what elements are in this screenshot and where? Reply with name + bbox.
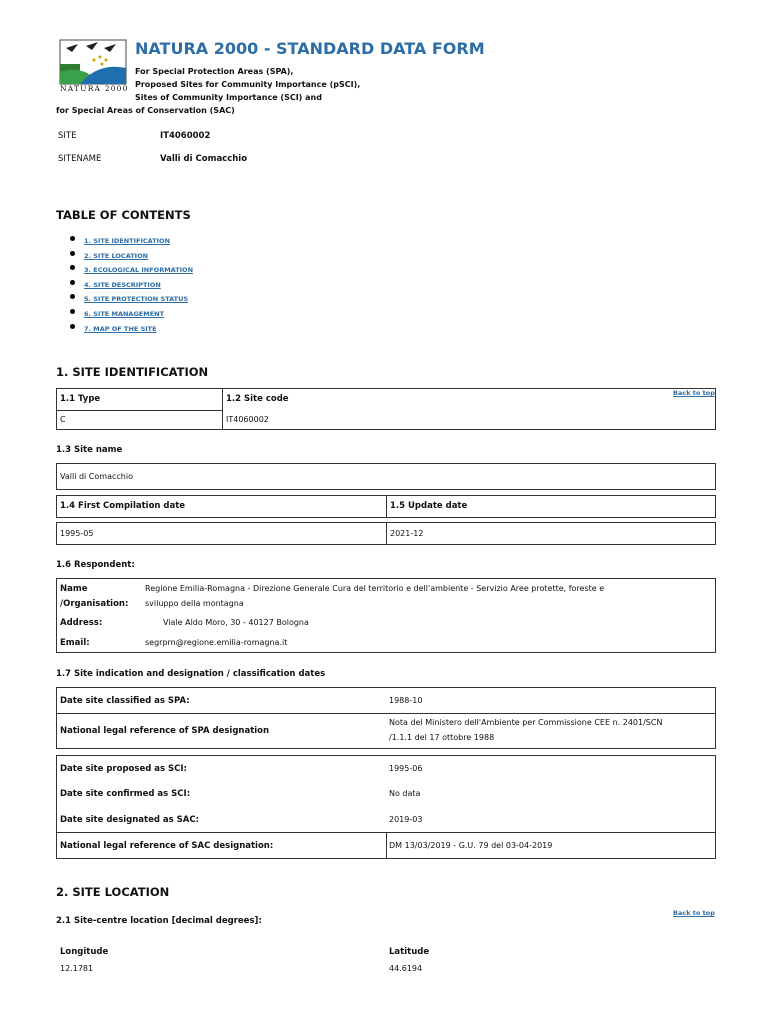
sci-confirmed-label: Date site confirmed as SCI:	[60, 789, 191, 799]
subtitle-line-2: Proposed Sites for Community Importance (pSCI),	[135, 80, 361, 89]
subtitle-line-4: for Special Areas of Conservation (SAC)	[56, 106, 235, 115]
email-label: Email:	[60, 638, 90, 648]
site-name-box	[56, 463, 716, 490]
sitename-value: Valli di Comacchio	[160, 154, 248, 164]
bullet-icon	[70, 294, 75, 299]
toc-link-site-identification[interactable]: 1. SITE IDENTIFICATION	[84, 237, 171, 245]
site-name-value: Valli di Comacchio	[60, 472, 133, 481]
bullet-icon	[70, 280, 75, 285]
toc-link-map-of-the-site[interactable]: 7. MAP OF THE SITE	[84, 324, 157, 333]
sci-proposed-value: 1995-06	[389, 764, 423, 773]
form-title: NATURA 2000 - STANDARD DATA FORM	[135, 39, 485, 58]
toc-link-site-protection-status[interactable]: 5. SITE PROTECTION STATUS	[84, 295, 189, 304]
update-value: 2021-12	[390, 529, 424, 538]
type-label: 1.1 Type	[60, 394, 101, 404]
address-label: Address:	[60, 618, 103, 628]
spa-ref-label: National legal reference of SPA designation	[60, 726, 270, 736]
code-value: IT4060002	[226, 415, 269, 424]
site-value: IT4060002	[160, 131, 211, 141]
sac-ref-label: National legal reference of SAC designation:	[60, 841, 274, 851]
sac-designated-label: Date site designated as SAC:	[60, 815, 199, 825]
site-centre-label: 2.1 Site-centre location [decimal degrees]:	[56, 916, 262, 926]
subtitle-line-1: For Special Protection Areas (SPA),	[135, 67, 294, 76]
name-org-label-2: /Organisation:	[60, 599, 129, 609]
subtitle-line-3: Sites of Community Importance (SCI) and	[135, 93, 322, 102]
latitude-value: 44.6194	[389, 964, 423, 973]
respondent-label: 1.6 Respondent:	[56, 560, 135, 570]
spa-classified-label: Date site classified as SPA:	[60, 696, 190, 706]
name-org-value-1: Regione Emilia-Romagna - Direzione Generale Cura del territorio e dell'ambiente - Servizio Aree protette, foreste e	[145, 584, 605, 593]
update-label: 1.5 Update date	[390, 501, 468, 511]
toc-link-site-management[interactable]: 6. SITE MANAGEMENT	[84, 309, 165, 318]
section1-title: 1. SITE IDENTIFICATION	[56, 365, 209, 379]
section2-title: 2. SITE LOCATION	[56, 885, 170, 899]
name-org-label-1: Name	[60, 584, 88, 594]
name-org-value-2: sviluppo della montagna	[145, 599, 244, 608]
toc-title: TABLE OF CONTENTS	[56, 208, 191, 222]
sac-ref-value: DM 13/03/2019 - G.U. 79 del 03-04-2019	[389, 841, 553, 850]
toc-link-ecological-information[interactable]: 3. ECOLOGICAL INFORMATION	[84, 266, 194, 275]
bullet-icon	[70, 324, 75, 329]
site-name-label: 1.3 Site name	[56, 445, 123, 455]
first-compilation-label: 1.4 First Compilation date	[60, 501, 186, 511]
spa-ref-value-1: Nota del Ministero dell'Ambiente per Commissione CEE n. 2401/SCN	[389, 718, 663, 727]
sitename-label: SITENAME	[58, 154, 102, 164]
address-value: Viale Aldo Moro, 30 - 40127 Bologna	[163, 618, 309, 627]
longitude-value: 12.1781	[60, 964, 94, 973]
type-code-table	[56, 388, 716, 430]
designation-label: 1.7 Site indication and designation / classification dates	[56, 669, 326, 679]
toc-link-site-description[interactable]: 4. SITE DESCRIPTION	[84, 280, 161, 289]
bullet-icon	[70, 309, 75, 314]
sci-proposed-label: Date site proposed as SCI:	[60, 764, 187, 774]
bullet-icon	[70, 236, 75, 241]
code-label: 1.2 Site code	[226, 394, 289, 404]
site-label: SITE	[58, 131, 77, 141]
sci-confirmed-value: No data	[389, 789, 421, 798]
back-to-top-link[interactable]: Back to top	[673, 389, 715, 397]
toc-link-site-location[interactable]: 2. SITE LOCATION	[84, 251, 149, 260]
bullet-icon	[70, 265, 75, 270]
back-to-top-link[interactable]: Back to top	[673, 909, 715, 917]
latitude-label: Latitude	[389, 947, 430, 957]
email-value: segrprn@regione.emilia-romagna.it	[145, 638, 288, 647]
spa-ref-value-2: /1.1.1 del 17 ottobre 1988	[389, 733, 495, 742]
type-value: C	[60, 415, 66, 424]
logo-caption: NATURA 2000	[60, 84, 129, 93]
bullet-icon	[70, 251, 75, 256]
first-compilation-value: 1995-05	[60, 529, 94, 538]
longitude-label: Longitude	[60, 947, 109, 957]
sac-designated-value: 2019-03	[389, 815, 423, 824]
spa-classified-value: 1988-10	[389, 696, 423, 705]
